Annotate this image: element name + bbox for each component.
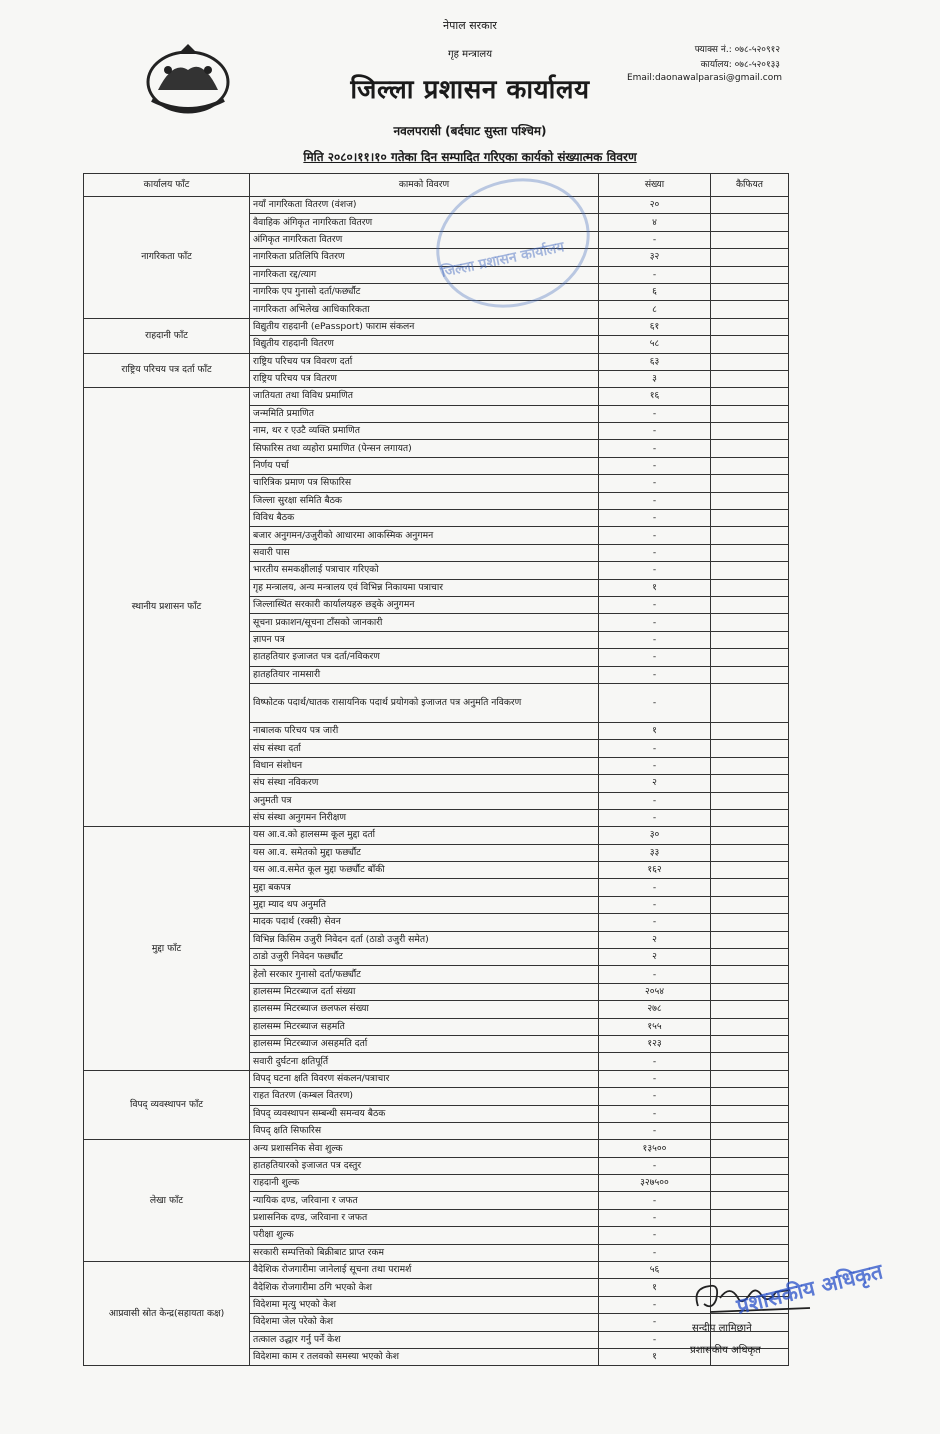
- task-count: १: [599, 579, 711, 596]
- task-count: ३०: [599, 827, 711, 844]
- task-remarks: [711, 949, 789, 966]
- task-description: राष्ट्रिय परिचय पत्र विवरण दर्ता: [250, 353, 599, 370]
- signer-title: प्रशासकीय अधिकृत: [690, 1345, 761, 1356]
- task-count: ३: [599, 370, 711, 387]
- section-name: विपद् व्यवस्थापन फाँट: [84, 1070, 250, 1140]
- task-count: -: [599, 1192, 711, 1209]
- task-remarks: [711, 966, 789, 983]
- task-count: -: [599, 757, 711, 774]
- task-description: हातहतियारको इजाजत पत्र दस्तुर: [250, 1157, 599, 1174]
- task-description: राहत वितरण (कम्बल वितरण): [250, 1088, 599, 1105]
- task-description: विदेशमा मृत्यु भएको केश: [250, 1296, 599, 1313]
- task-description: संघ संस्था अनुगमन निरीक्षण: [250, 809, 599, 826]
- task-count: -: [599, 683, 711, 722]
- task-remarks: [711, 809, 789, 826]
- task-count: -: [599, 1209, 711, 1226]
- task-description: मादक पदार्थ (रक्सी) सेवन: [250, 914, 599, 931]
- task-remarks: [711, 353, 789, 370]
- task-description: राहदानी शुल्क: [250, 1175, 599, 1192]
- task-description: हातहतियार इजाजत पत्र दर्ता/नविकरण: [250, 649, 599, 666]
- task-remarks: [711, 740, 789, 757]
- task-description: मुद्दा बकपत्र: [250, 879, 599, 896]
- task-count: १६: [599, 388, 711, 405]
- office-seal-text: जिल्ला प्रशासन कार्यालय: [439, 239, 566, 281]
- task-count: १: [599, 1279, 711, 1296]
- task-description: सिफारिस तथा व्यहोरा प्रमाणित (पेन्सन लगायत): [250, 440, 599, 457]
- task-remarks: [711, 231, 789, 248]
- table-row: [84, 1262, 789, 1279]
- task-remarks: [711, 1192, 789, 1209]
- task-description: सरकारी सम्पत्तिको बिक्रीबाट प्राप्त रकम: [250, 1244, 599, 1261]
- task-remarks: [711, 1001, 789, 1018]
- task-description: निर्णय पर्चा: [250, 457, 599, 474]
- activity-table: [83, 173, 789, 1366]
- task-description: नयाँ नागरिकता वितरण (वंशज): [250, 197, 599, 214]
- task-description: विपद् व्यवस्थापन सम्बन्धी समन्वय बैठक: [250, 1105, 599, 1122]
- task-remarks: [711, 1209, 789, 1226]
- task-count: -: [599, 405, 711, 422]
- task-description: तत्काल उद्धार गर्नु पर्ने केश: [250, 1331, 599, 1348]
- task-remarks: [711, 1018, 789, 1035]
- task-remarks: [711, 475, 789, 492]
- task-count: १६२: [599, 862, 711, 879]
- col-header-description: कामको विवरण: [250, 174, 599, 197]
- task-remarks: [711, 544, 789, 561]
- task-remarks: [711, 1035, 789, 1052]
- fax-number: फ्याक्स नं.: ०७८-५२०९१२: [694, 45, 780, 55]
- table-row: [84, 318, 789, 335]
- task-description: नाबालक परिचय पत्र जारी: [250, 722, 599, 739]
- table-row: [84, 353, 789, 370]
- col-header-remarks: कैफियत: [711, 174, 789, 197]
- task-description: अनुमती पत्र: [250, 792, 599, 809]
- task-remarks: [711, 492, 789, 509]
- office-phone: कार्यालय: ०७८-५२०१३३: [700, 60, 780, 70]
- task-count: १: [599, 1349, 711, 1366]
- task-count: -: [599, 1105, 711, 1122]
- email-address: Email:daonawalparasi@gmail.com: [626, 73, 782, 83]
- table-row: [84, 197, 789, 214]
- office-title: जिल्ला प्रशासन कार्यालय: [350, 75, 590, 105]
- task-description: विद्युतीय राहदानी (ePassport) फाराम संकलन: [250, 318, 599, 335]
- task-remarks: [711, 336, 789, 353]
- task-description: जिल्लास्थित सरकारी कार्यालयहरु छड्के अनुगमन: [250, 596, 599, 613]
- table-row: [84, 388, 789, 405]
- task-remarks: [711, 510, 789, 527]
- task-description: संघ संस्था दर्ता: [250, 740, 599, 757]
- section-name: स्थानीय प्रशासन फाँट: [84, 388, 250, 827]
- task-remarks: [711, 1122, 789, 1139]
- task-description: विदेशमा काम र तलवको समस्या भएको केश: [250, 1349, 599, 1366]
- task-count: -: [599, 896, 711, 913]
- officer-stamp: प्रशासकीय अधिकृत: [734, 1259, 886, 1319]
- task-description: अंगिकृत नागरिकता वितरण: [250, 231, 599, 248]
- task-count: -: [599, 544, 711, 561]
- task-remarks: [711, 722, 789, 739]
- task-count: २: [599, 931, 711, 948]
- task-description: विपद् घटना क्षति विवरण संकलन/पत्राचार: [250, 1070, 599, 1087]
- task-count: -: [599, 1314, 711, 1331]
- task-remarks: [711, 423, 789, 440]
- task-remarks: [711, 1053, 789, 1070]
- task-remarks: [711, 1105, 789, 1122]
- task-description: राष्ट्रिय परिचय पत्र वितरण: [250, 370, 599, 387]
- task-remarks: [711, 931, 789, 948]
- task-description: सवारी दुर्घटना क्षतिपूर्ति: [250, 1053, 599, 1070]
- table-row: [84, 1140, 789, 1157]
- task-remarks: [711, 614, 789, 631]
- task-count: -: [599, 492, 711, 509]
- task-remarks: [711, 214, 789, 231]
- task-remarks: [711, 844, 789, 861]
- section-name: राहदानी फाँट: [84, 318, 250, 353]
- task-description: अन्य प्रशासनिक सेवा शुल्क: [250, 1140, 599, 1157]
- task-description: नागरिकता रद्द/त्याग: [250, 266, 599, 283]
- task-remarks: [711, 388, 789, 405]
- task-description: गृह मन्त्रालय, अन्य मन्त्रालय एवं विभिन्न निकायमा पत्राचार: [250, 579, 599, 596]
- task-description: चारित्रिक प्रमाण पत्र सिफारिस: [250, 475, 599, 492]
- task-description: न्यायिक दण्ड, जरिवाना र जफत: [250, 1192, 599, 1209]
- task-count: ५६: [599, 1262, 711, 1279]
- task-description: विविध बैठक: [250, 510, 599, 527]
- task-count: -: [599, 475, 711, 492]
- task-remarks: [711, 683, 789, 722]
- task-description: विष्फोटक पदार्थ/घातक रासायनिक पदार्थ प्रयोगको इजाजत पत्र अनुमति नविकरण: [250, 683, 599, 722]
- task-remarks: [711, 862, 789, 879]
- task-count: १२३: [599, 1035, 711, 1052]
- task-count: ६: [599, 283, 711, 300]
- task-remarks: [711, 596, 789, 613]
- task-count: -: [599, 1331, 711, 1348]
- task-count: १३५००: [599, 1140, 711, 1157]
- task-remarks: [711, 1227, 789, 1244]
- task-count: -: [599, 966, 711, 983]
- task-description: ज्ञापन पत्र: [250, 631, 599, 648]
- task-description: विदेशमा जेल परेको केश: [250, 1314, 599, 1331]
- task-count: ६१: [599, 318, 711, 335]
- task-description: यस आ.व. समेतको मुद्दा फर्छ्यौट: [250, 844, 599, 861]
- task-remarks: [711, 1157, 789, 1174]
- task-description: बजार अनुगमन/उजुरीको आधारमा आकस्मिक अनुगमन: [250, 527, 599, 544]
- col-header-section: कार्यालय फाँट: [84, 174, 250, 197]
- task-count: -: [599, 440, 711, 457]
- table-row: [84, 1070, 789, 1087]
- task-count: ६३: [599, 353, 711, 370]
- task-remarks: [711, 197, 789, 214]
- task-remarks: [711, 249, 789, 266]
- task-description: विपद् क्षति सिफारिस: [250, 1122, 599, 1139]
- task-description: परीक्षा शुल्क: [250, 1227, 599, 1244]
- table-row: [84, 827, 789, 844]
- task-description: हालसम्म मिटरब्याज असहमति दर्ता: [250, 1035, 599, 1052]
- task-description: वैवाहिक अंगिकृत नागरिकता वितरण: [250, 214, 599, 231]
- task-description: हालसम्म मिटरब्याज दर्ता संख्या: [250, 983, 599, 1000]
- task-count: १५५: [599, 1018, 711, 1035]
- task-description: विधान संशोधन: [250, 757, 599, 774]
- task-count: ३३: [599, 844, 711, 861]
- task-remarks: [711, 440, 789, 457]
- task-count: -: [599, 614, 711, 631]
- task-count: -: [599, 527, 711, 544]
- task-remarks: [711, 457, 789, 474]
- task-count: -: [599, 809, 711, 826]
- task-remarks: [711, 757, 789, 774]
- task-count: २०: [599, 197, 711, 214]
- task-remarks: [711, 301, 789, 318]
- task-count: -: [599, 596, 711, 613]
- report-subtitle: मिति २०८०।११।१० गतेका दिन सम्पादित गरिएका कार्यको संख्यात्मक विवरण: [303, 150, 637, 164]
- task-count: -: [599, 1244, 711, 1261]
- nepal-emblem-icon: [138, 40, 238, 120]
- task-count: -: [599, 1070, 711, 1087]
- task-remarks: [711, 266, 789, 283]
- task-count: -: [599, 1157, 711, 1174]
- task-count: -: [599, 510, 711, 527]
- task-remarks: [711, 405, 789, 422]
- task-count: ३२७५००: [599, 1175, 711, 1192]
- task-remarks: [711, 631, 789, 648]
- section-name: लेखा फाँट: [84, 1140, 250, 1262]
- task-count: ३२: [599, 249, 711, 266]
- task-remarks: [711, 649, 789, 666]
- task-description: हेलो सरकार गुनासो दर्ता/फर्छ्यौट: [250, 966, 599, 983]
- task-count: -: [599, 649, 711, 666]
- task-count: २: [599, 775, 711, 792]
- task-count: -: [599, 1296, 711, 1313]
- district-name: नवलपरासी (बर्दघाट सुस्ता पश्चिम): [393, 124, 547, 138]
- task-remarks: [711, 318, 789, 335]
- task-description: यस आ.व.को हालसम्म कूल मुद्दा दर्ता: [250, 827, 599, 844]
- task-remarks: [711, 527, 789, 544]
- task-description: प्रशासनिक दण्ड, जरिवाना र जफत: [250, 1209, 599, 1226]
- task-description: भारतीय समकक्षीलाई पत्राचार गरिएको: [250, 562, 599, 579]
- section-name: आप्रवासी स्रोत केन्द्र(सहायता कक्ष): [84, 1262, 250, 1366]
- task-description: सवारी पास: [250, 544, 599, 561]
- task-description: सूचना प्रकाशन/सूचना टाँसको जानकारी: [250, 614, 599, 631]
- task-remarks: [711, 1175, 789, 1192]
- task-remarks: [711, 983, 789, 1000]
- task-description: मुद्दा म्याद थप अनुमति: [250, 896, 599, 913]
- task-count: ८: [599, 301, 711, 318]
- task-count: -: [599, 1122, 711, 1139]
- task-description: विद्युतीय राहदानी वितरण: [250, 336, 599, 353]
- task-count: -: [599, 1053, 711, 1070]
- task-description: हालसम्म मिटरब्याज छलफल संख्या: [250, 1001, 599, 1018]
- section-name: मुद्दा फाँट: [84, 827, 250, 1070]
- task-count: -: [599, 1227, 711, 1244]
- task-remarks: [711, 370, 789, 387]
- task-remarks: [711, 666, 789, 683]
- table-header-row: [84, 174, 789, 197]
- task-count: -: [599, 562, 711, 579]
- task-count: -: [599, 792, 711, 809]
- task-remarks: [711, 879, 789, 896]
- task-remarks: [711, 1262, 789, 1279]
- task-description: नाम, थर र एउटै व्यक्ति प्रमाणित: [250, 423, 599, 440]
- task-count: -: [599, 231, 711, 248]
- task-description: जन्ममिति प्रमाणित: [250, 405, 599, 422]
- task-description: नागरिकता प्रतिलिपि वितरण: [250, 249, 599, 266]
- task-remarks: [711, 562, 789, 579]
- task-remarks: [711, 1244, 789, 1261]
- task-count: २०५४: [599, 983, 711, 1000]
- task-description: जिल्ला सुरक्षा समिति बैठक: [250, 492, 599, 509]
- task-count: -: [599, 879, 711, 896]
- task-count: -: [599, 266, 711, 283]
- task-description: यस आ.व.समेत कूल मुद्दा फर्छ्यौट बाँकी: [250, 862, 599, 879]
- task-description: नागरिक एप गुनासो दर्ता/फर्छ्यौट: [250, 283, 599, 300]
- task-count: ५८: [599, 336, 711, 353]
- task-remarks: [711, 827, 789, 844]
- task-description: हातहतियार नामसारी: [250, 666, 599, 683]
- task-description: वैदेशिक रोजगारीमा ठगि भएको केश: [250, 1279, 599, 1296]
- task-count: -: [599, 423, 711, 440]
- task-description: नागरिकता अभिलेख आधिकारिकता: [250, 301, 599, 318]
- task-count: -: [599, 1088, 711, 1105]
- task-count: २७८: [599, 1001, 711, 1018]
- task-count: -: [599, 666, 711, 683]
- section-name: राष्ट्रिय परिचय पत्र दर्ता फाँट: [84, 353, 250, 388]
- task-description: ठाडो उजुरी निवेदन फर्छ्यौट: [250, 949, 599, 966]
- task-count: १: [599, 722, 711, 739]
- task-description: विभिन्न किसिम उजुरी निवेदन दर्ता (ठाडो उजुरी समेत): [250, 931, 599, 948]
- task-count: -: [599, 631, 711, 648]
- task-count: -: [599, 457, 711, 474]
- task-count: ४: [599, 214, 711, 231]
- task-remarks: [711, 914, 789, 931]
- task-description: वैदेशिक रोजगारीमा जानेलाई सूचना तथा परामर्श: [250, 1262, 599, 1279]
- signer-name: सन्दीप लामिछाने: [692, 1323, 752, 1334]
- task-description: जातियता तथा विविध प्रमाणित: [250, 388, 599, 405]
- task-description: हालसम्म मिटरब्याज सहमति: [250, 1018, 599, 1035]
- task-remarks: [711, 775, 789, 792]
- task-remarks: [711, 1070, 789, 1087]
- task-remarks: [711, 1088, 789, 1105]
- col-header-count: संख्या: [599, 174, 711, 197]
- task-remarks: [711, 1140, 789, 1157]
- government-name: नेपाल सरकार: [443, 19, 497, 32]
- task-remarks: [711, 283, 789, 300]
- task-remarks: [711, 579, 789, 596]
- task-remarks: [711, 792, 789, 809]
- task-remarks: [711, 896, 789, 913]
- task-count: -: [599, 740, 711, 757]
- section-name: नागरिकता फाँट: [84, 197, 250, 319]
- task-description: संघ संस्था नविकरण: [250, 775, 599, 792]
- task-count: २: [599, 949, 711, 966]
- task-count: -: [599, 914, 711, 931]
- ministry-name: गृह मन्त्रालय: [447, 49, 493, 60]
